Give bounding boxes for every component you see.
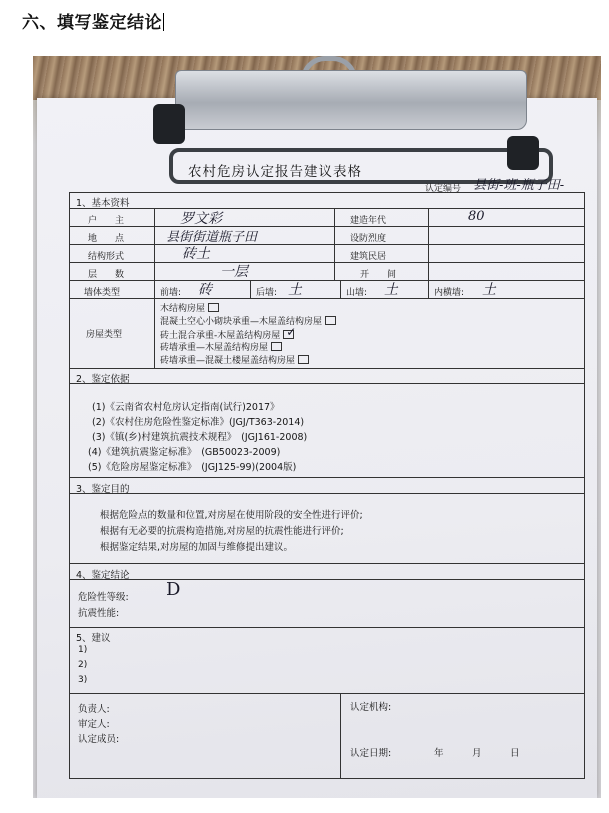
cert-number-value: 县街-班-瓶子田- xyxy=(473,178,565,193)
owner-label: 户 主 xyxy=(88,216,125,226)
section-heading xyxy=(22,8,164,33)
text-cursor xyxy=(163,13,164,31)
checkbox xyxy=(298,355,309,364)
checkbox xyxy=(325,316,336,325)
clipboard-grip-left xyxy=(153,104,185,144)
house-type-option: 砖墙承重—混凝土楼屋盖结构房屋 xyxy=(160,353,309,366)
rooms-label: 开 间 xyxy=(360,270,397,280)
front-wall-value: 砖 xyxy=(198,282,212,298)
intensity-label: 设防烈度 xyxy=(350,234,387,244)
month-label: 月 xyxy=(472,748,482,759)
back-wall-value: 土 xyxy=(288,282,302,298)
members-label: 认定成员: xyxy=(78,734,120,745)
agency-label: 认定机构: xyxy=(350,702,392,713)
front-wall-label: 前墙: xyxy=(160,288,182,298)
house-type-option: 木结构房屋 xyxy=(160,301,219,314)
wall-type-label: 墙体类型 xyxy=(84,288,121,298)
address-value: 县街街道瓶子田 xyxy=(166,230,258,245)
advice-title: 5、建议 xyxy=(76,633,111,644)
basis-item: (2)《农村住房危险性鉴定标准》(JGJ/T363-2014) xyxy=(92,417,305,428)
checkbox xyxy=(271,342,282,351)
clipboard-grip-right xyxy=(507,136,539,170)
check-mark-icon: ✓ xyxy=(286,325,297,339)
house-type-label: 房屋类型 xyxy=(86,330,123,340)
basis-item: (3)《镇(乡)村建筑抗震技术规程》 (JGJ161-2008) xyxy=(92,432,308,443)
advice-item: 3) xyxy=(78,675,88,685)
section-heading-text: 六、填写鉴定结论 xyxy=(22,13,162,33)
purpose-item: 根据鉴定结果,对房屋的加固与维修提出建议。 xyxy=(100,542,294,553)
clipboard-clip xyxy=(175,70,527,130)
reviewer-label: 审定人: xyxy=(78,719,110,730)
form-title: 农村危房认定报告建议表格 xyxy=(188,164,362,180)
advice-item: 1) xyxy=(78,645,88,655)
back-wall-label: 后墙: xyxy=(256,288,278,298)
build-year-value: 80 xyxy=(468,209,485,224)
inner-wall-value: 土 xyxy=(482,282,496,298)
floors-value: 一层 xyxy=(220,264,248,280)
house-type-option: 混凝土空心小砌块承重—木屋盖结构房屋 xyxy=(160,314,336,327)
floors-label: 层 数 xyxy=(88,270,125,280)
inner-wall-label: 内横墙: xyxy=(434,288,465,298)
ethnic-label: 建筑民居 xyxy=(350,252,387,262)
owner-value: 罗文彩 xyxy=(180,211,222,227)
structure-label: 结构形式 xyxy=(88,252,125,262)
document-photo xyxy=(33,56,601,798)
advice-item: 2) xyxy=(78,660,88,670)
basis-title: 2、鉴定依据 xyxy=(76,374,130,385)
house-type-option: 砖墙承重—木屋盖结构房屋 xyxy=(160,340,282,353)
side-wall-value: 土 xyxy=(384,282,398,298)
purpose-item: 根据有无必要的抗震构造措施,对房屋的抗震性能进行评价; xyxy=(100,526,344,537)
structure-value: 砖土 xyxy=(182,246,210,262)
purpose-item: 根据危险点的数量和位置,对房屋在使用阶段的安全性进行评价; xyxy=(100,510,363,521)
date-label: 认定日期: xyxy=(350,748,392,759)
checkbox xyxy=(208,303,219,312)
build-year-label: 建造年代 xyxy=(350,216,387,226)
basis-item: (1)《云南省农村危房认定指南(试行)2017》 xyxy=(92,402,280,413)
address-label: 地 点 xyxy=(88,234,125,244)
form-table xyxy=(69,192,585,779)
year-label: 年 xyxy=(434,748,444,759)
danger-level-label: 危险性等级: xyxy=(78,592,129,603)
responsible-label: 负责人: xyxy=(78,704,110,715)
conclusion-title: 4、鉴定结论 xyxy=(76,570,130,581)
day-label: 日 xyxy=(510,748,520,759)
cert-number-label: 认定编号 xyxy=(425,184,462,194)
basis-item: (5)《危险房屋鉴定标准》 (JGJ125-99)(2004版) xyxy=(88,462,297,473)
side-wall-label: 山墙: xyxy=(346,288,368,298)
house-type-option: 砖土混合承重-木屋盖结构房屋 ✓ xyxy=(160,325,297,341)
seismic-label: 抗震性能: xyxy=(78,608,120,619)
basic-info-title: 1、基本资料 xyxy=(76,198,130,209)
basis-item: (4)《建筑抗震鉴定标准》 (GB50023-2009) xyxy=(88,447,281,458)
danger-level-value: D xyxy=(166,579,181,600)
purpose-title: 3、鉴定目的 xyxy=(76,484,130,495)
